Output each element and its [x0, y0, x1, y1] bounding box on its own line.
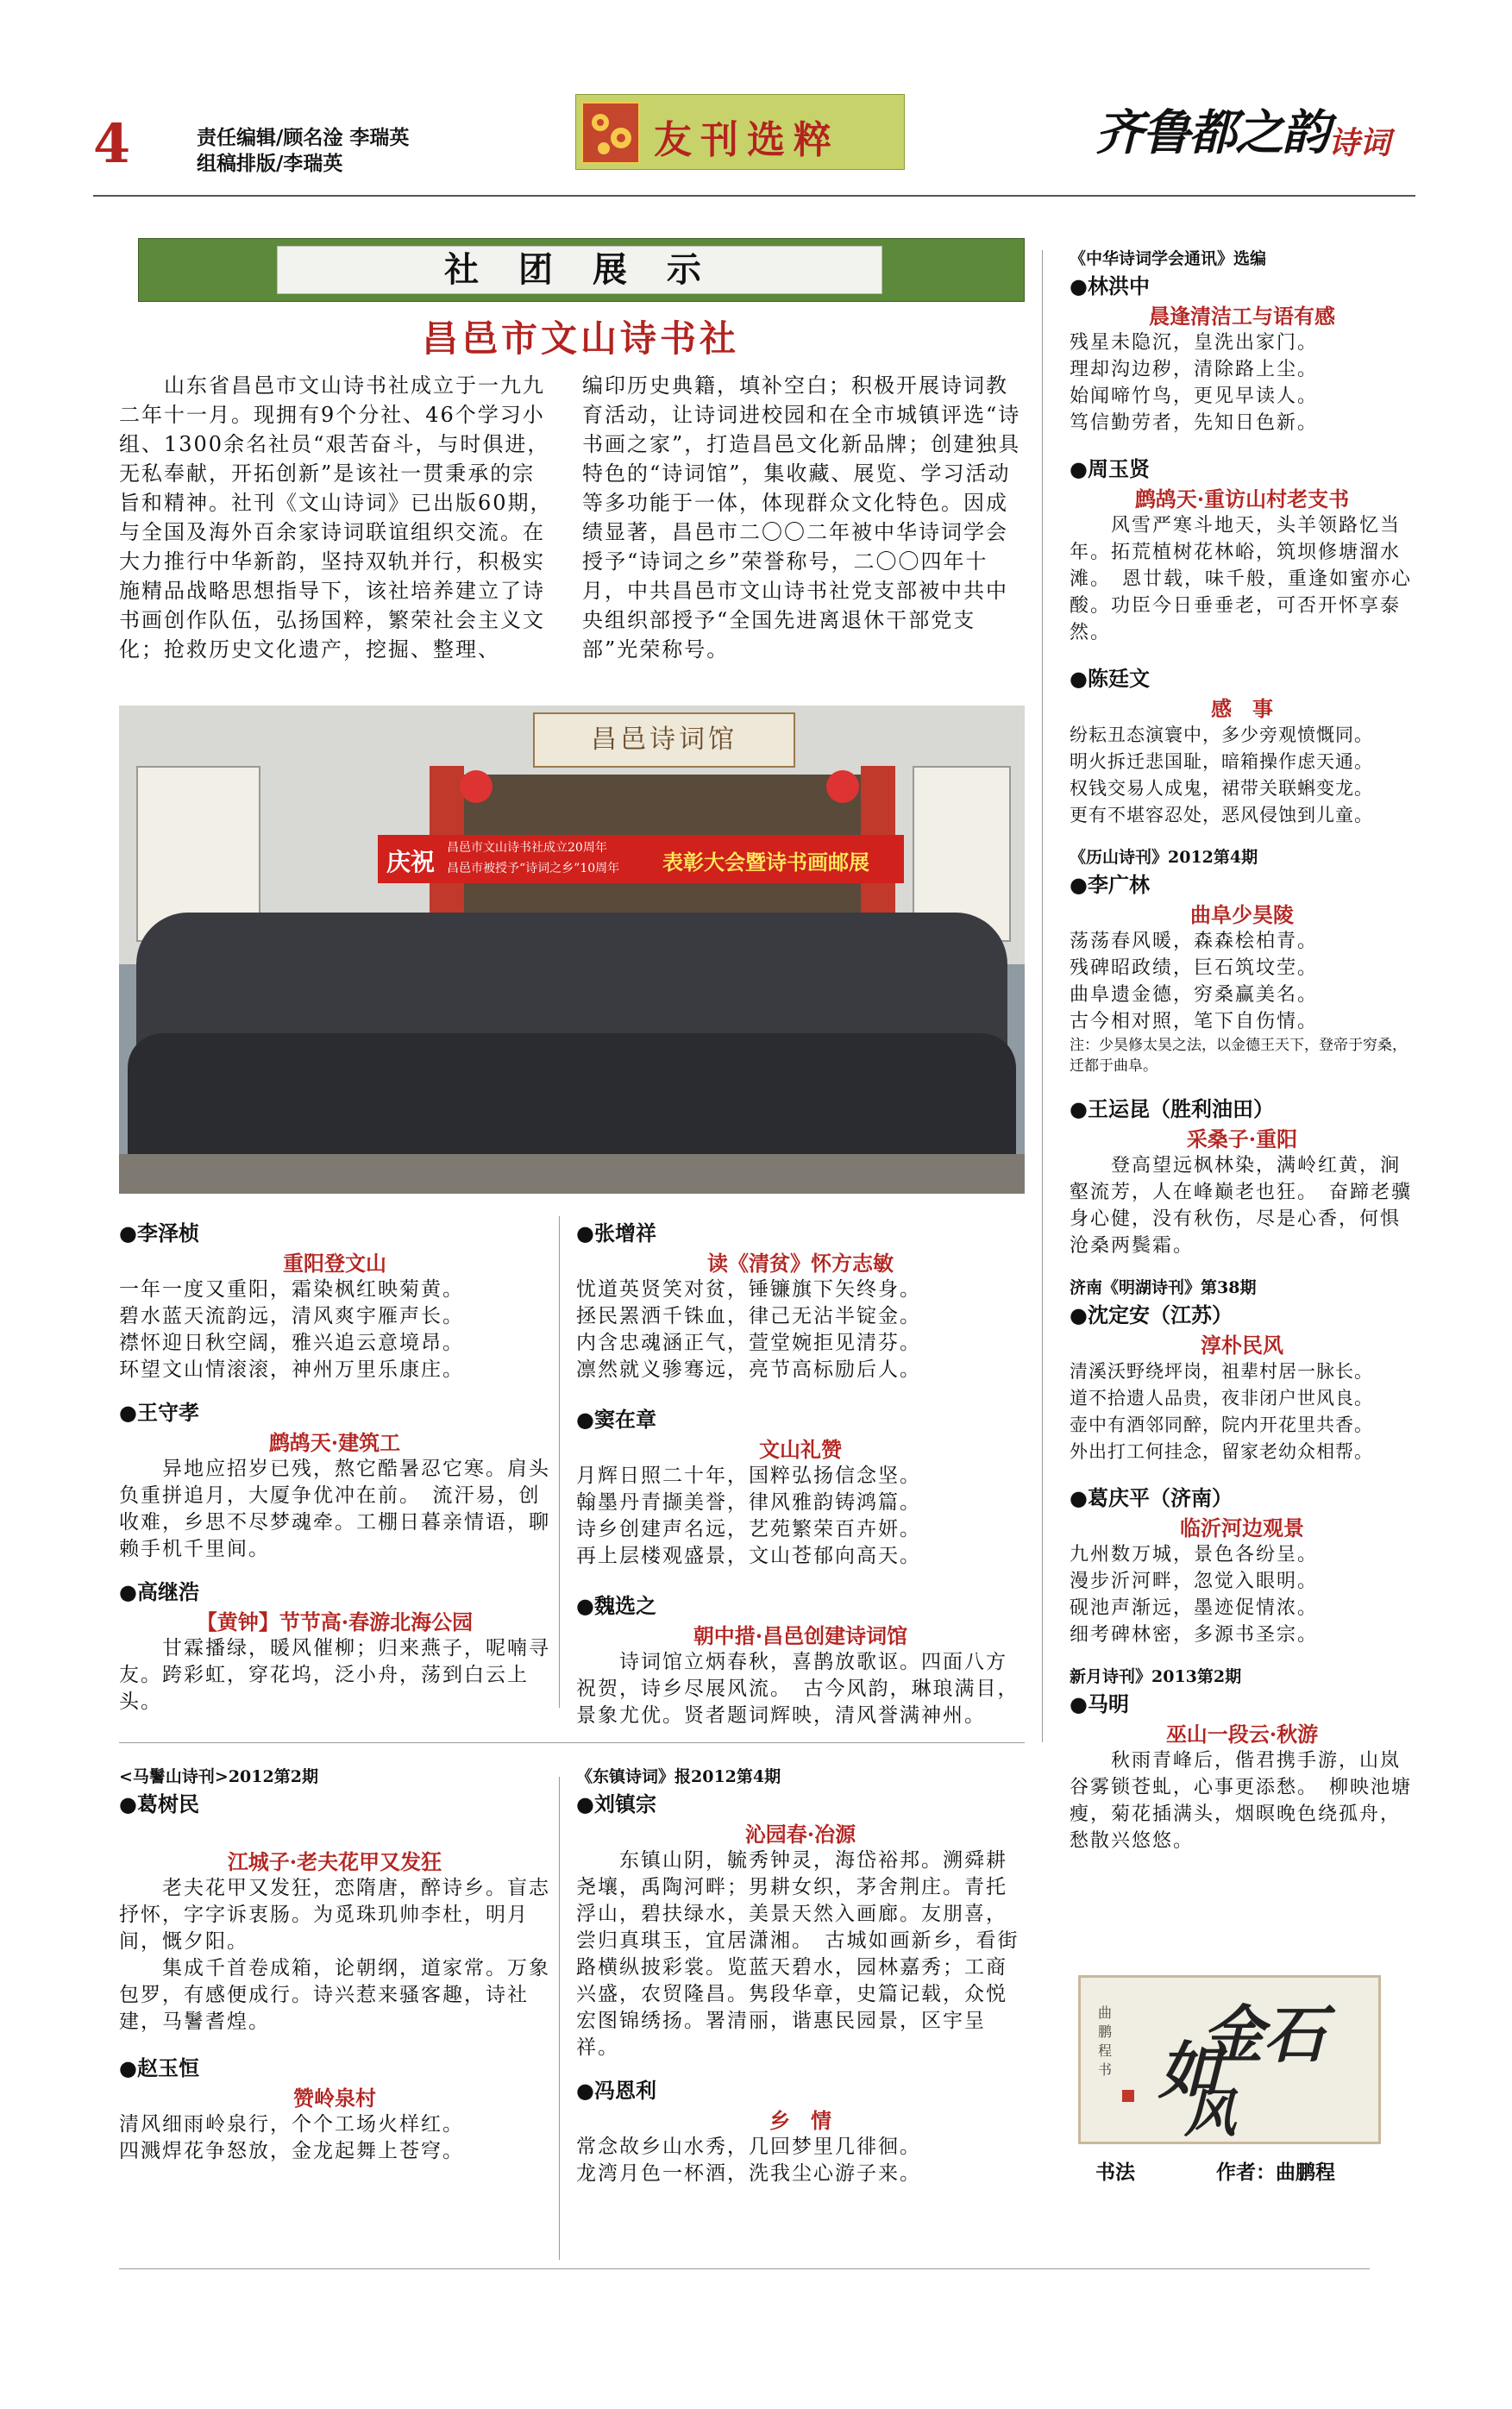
masthead-suffix: 诗词 [1328, 125, 1391, 161]
section-label: 友刊选粹 [654, 118, 840, 162]
photo-banner: 庆祝 昌邑市文山诗书社成立20周年 昌邑市被授予“诗词之乡”10周年 表彰大会暨诗书画邮展 [378, 835, 904, 883]
poem-author: ●高继浩 [119, 1579, 199, 1604]
poem-title: 赞岭泉村 [293, 2086, 376, 2111]
header-rule [93, 195, 1415, 197]
poem-text: 东镇山阴，毓秀钟灵，海岱裕邦。溯舜耕尧壤，禹陶河畔；男耕女织，茅舍荆庄。青托浮山，碧扶绿水，美景天然入画廊。友朋喜，尝归真琪玉，宜居潇湘。 古城如画新乡，看街路横纵披彩裳。览蓝天碧水，园林嘉秀；工商兴盛，农贸隆昌。隽段华章，史篇记载，众悦宏图锦绣扬。署清丽，谐惠民园景，区宇呈祥。 [576, 1849, 1020, 2059]
source-label: 《东镇诗词》报2012第4期 [576, 1767, 781, 1786]
poem-author: ●陈廷文 [1070, 666, 1150, 691]
poem-block [1070, 1687, 1415, 1854]
lantern-right-icon [826, 770, 859, 803]
poem-author: ●葛庆平（济南） [1070, 1485, 1233, 1510]
editor-line: 责任编辑/顾名淦 李瑞英 [197, 126, 410, 149]
photo-sign: 昌邑诗词馆 [533, 712, 795, 768]
poem-author: ●魏选之 [576, 1593, 656, 1618]
poem-title: 临沂河边观景 [1180, 1515, 1304, 1540]
poem-block [1070, 1092, 1415, 1259]
poem-title: 淳朴民风 [1201, 1333, 1283, 1358]
poem-author: ●李广林 [1070, 872, 1150, 897]
photo-people-front [128, 1033, 1016, 1163]
poem-author: ●窦在章 [576, 1407, 656, 1432]
poem-title: 感 事 [1211, 696, 1273, 721]
poem-block [576, 1402, 1025, 1570]
poem-text: 甘霖播绿，暖风催柳；归来燕子，呢喃寻友。跨彩虹，穿花坞，泛小舟，荡到白云上头。 [119, 1637, 550, 1713]
poem-text: 诗词馆立炳春秋，喜鹊放歌讴。四面八方祝贺，诗乡尽展风流。 古今风韵，琳琅满目，景象尤优。贤者题词辉映，清风誉满神州。 [576, 1651, 1020, 1727]
calligraphy-artwork: 金石 如 风 曲鹏程书 [1078, 1975, 1381, 2144]
poem-prefix: 【黄钟】 [196, 1609, 279, 1634]
page-number: 4 [93, 112, 131, 175]
poem-author: ●沈定安（江苏） [1070, 1302, 1233, 1327]
poem-block [119, 1575, 550, 1716]
poem-text: 异地应招岁已残，熬它酷暑忍它寒。肩头负重拼追月，大厦争优冲在前。 流汗易，创收难，乡思不尽梦魂牵。工棚日暮亲情语，聊赖手机千里间。 [119, 1458, 550, 1560]
poem-text: 登高望远枫林染，满岭红黄，涧壑流芳，人在峰巅老也狂。 奋蹄老骥身心健，没有秋伤，尽是心香，何惧沧桑两鬓霜。 [1070, 1155, 1413, 1257]
poem-title: 晨逢清洁工与语有感 [1149, 304, 1335, 329]
poem-title: 曲阜少昊陵 [1190, 902, 1294, 927]
poem-title: 朝中措·昌邑创建诗词馆 [693, 1623, 908, 1648]
feature-title: 昌邑市文山诗书社 [421, 317, 739, 360]
poem-text: 清风细雨岭泉行，个个工场火样红。 四溅焊花争怒放，金龙起舞上苍穹。 [119, 2113, 464, 2162]
poem-text: 老夫花甲又发狂，恋隋唐，醉诗乡。盲志抒怀，字字诉衷肠。为觅珠玑帅李杜，明月间，慨夕阳。 集成千首卷成箱，论朝纲，道家常。万象包罗，有感便成行。诗兴惹来骚客趣，诗社建，马鬐耆煌。 [119, 1877, 550, 2033]
poem-author: ●王守孝 [119, 1400, 199, 1425]
poem-block [119, 1787, 550, 2036]
poem-title: 重阳登文山 [283, 1251, 386, 1276]
poem-block [1070, 868, 1415, 1076]
source-label: 《中华诗词学会通讯》选编 [1070, 249, 1267, 268]
source-label: 济南《明湖诗刊》第38期 [1070, 1278, 1257, 1297]
group-photo [119, 706, 1025, 1194]
poem-block [1070, 452, 1415, 646]
poem-author: ●葛树民 [119, 1791, 199, 1816]
poem-text: 忧道英贤笑对贫，锤镰旗下矢终身。 拯民罴洒千铢血，律己无沾半锭金。 内含忠魂涵正气，萱堂婉拒见清芬。 凛然就义骖骞远，亮节高标励后人。 [576, 1278, 921, 1381]
poem-text: 月辉日照二十年，国粹弘扬信念坚。 翰墨丹青撷美誉，律风雅韵铸鸿篇。 诗乡创建声名远，艺苑繁荣百卉妍。 再上层楼观盛景，文山苍郁向高天。 [576, 1465, 921, 1567]
poem-author: ●刘镇宗 [576, 1791, 656, 1816]
right-column [1070, 246, 1415, 1863]
flower-icon [581, 102, 640, 164]
poem-author: ●林洪中 [1070, 273, 1150, 298]
source-label: 《历山诗刊》2012第4期 [1070, 848, 1258, 867]
mid-poem-column [576, 1216, 1025, 1729]
poem-title: 鹧鸪天·重访山村老支书 [1134, 486, 1350, 511]
poem-block [119, 1216, 550, 1383]
bottom-divider [559, 1777, 560, 2260]
poems-divider [559, 1216, 560, 1708]
feature-col1: 山东省昌邑市文山诗书社成立于一九九二年十一月。现拥有9个分社、46个学习小组、1300余名社员“艰苦奋斗，与时俱进，无私奉献，开拓创新”是该社一贯秉承的宗旨和精神。社刊《文山诗词》已出版60期，与全国及海外百余家诗词联谊组织交流。在大力推行中华新韵，坚持双轨并行，积极实施精品战略思想指导下，该社培养建立了诗书画创作队伍，弘扬国粹，繁荣社会主义文化；抢救历史文化遗产，挖掘、整理、 [119, 373, 553, 662]
feature-col2: 编印历史典籍，填补空白；积极开展诗词教育活动，让诗词进校园和在全市城镇评选“诗书画之家”，打造昌邑文化新品牌；创建独具特色的“诗词馆”，集收藏、展览、学习活动等多功能于一体，体现群众文化特色。因成绩显著，昌邑市二〇〇二年被中华诗词学会授予“诗词之乡”荣誉称号，二〇〇四年十月，中共昌邑市文山诗书社党支部被中共中央组织部授予“全国先进离退休干部党支部”光荣称号。 [582, 373, 1021, 662]
poem-block [1070, 1481, 1415, 1648]
lantern-left-icon [460, 770, 492, 803]
footer-rule [119, 2268, 1370, 2269]
poem-block [1070, 662, 1415, 829]
poem-note: 注：少昊修太昊之法，以金德王天下，登帝于穷桑，迁都于曲阜。 [1070, 1037, 1407, 1075]
poem-title: 读《清贫》怀方志敏 [707, 1251, 894, 1276]
poem-title: 文山礼赞 [759, 1437, 842, 1462]
feature-banner [138, 238, 1025, 302]
poem-text: 荡荡春风暖，森森桧柏青。 残碑昭政绩，巨石筑坟茔。 曲阜遗金德，穷桑赢美名。 古今相对照，笔下自伤情。 [1070, 931, 1319, 1032]
poem-title: 采桑子·重阳 [1186, 1126, 1298, 1151]
left-poem-column [119, 1216, 550, 1716]
poem-author: ●马明 [1070, 1691, 1129, 1716]
poem-author: ●周玉贤 [1070, 456, 1150, 481]
bottom-left-column [119, 1764, 550, 2165]
photo-ground [119, 1154, 1025, 1194]
poem-title: 沁园春·冶源 [744, 1822, 856, 1847]
poem-text: 秋雨青峰后，偕君携手游，山岚谷雾锁苍虬，心事更添愁。 柳映池塘瘦，菊花插满头，烟暝晚色绕孤舟，愁散兴悠悠。 [1070, 1750, 1413, 1852]
poem-title: 鹧鸪天·建筑工 [268, 1430, 401, 1455]
poem-block [119, 1396, 550, 1563]
calligraphy-label: 书法 [1095, 2161, 1135, 2184]
bottom-mid-column [576, 1764, 1025, 2187]
poem-author: ●张增祥 [576, 1220, 656, 1245]
poem-text: 一年一度又重阳，霜染枫红映菊黄。 碧水蓝天流韵远，清风爽宇雁声长。 襟怀迎日秋空阔，雅兴追云意境昂。 环望文山情滚滚，神州万里乐康庄。 [119, 1278, 464, 1381]
poem-text: 风雪严寒斗地天，头羊领路忆当年。拓荒植树花林峪，筑坝修塘溜水滩。 恩廿载，味千般，重逢如蜜亦心酸。功臣今日垂垂老，可否开怀享泰然。 [1070, 515, 1413, 643]
poem-text: 常念故乡山水秀，几回梦里几徘徊。 龙湾月色一杯酒，洗我尘心游子来。 [576, 2136, 921, 2185]
poem-block [1070, 1298, 1415, 1465]
source-label: 新月诗刊》2013第2期 [1070, 1667, 1242, 1686]
seal-signature: 曲鹏程书 [1098, 2004, 1113, 2078]
feature-banner-inner [277, 246, 882, 294]
calligraphy-author: 作者：曲鹏程 [1216, 2161, 1335, 2184]
poem-block [119, 2051, 550, 2165]
poem-text: 纷耘丑态演寰中，多少旁观愤慨同。 明火拆迁悲国耻，暗箱操作虑天通。 权钱交易人成鬼，裙带关联蝌变龙。 更有不堪容忍处，恶风侵蚀到儿童。 [1070, 725, 1373, 825]
poem-author: ●冯恩利 [576, 2078, 656, 2103]
poem-title: 江城子·老夫花甲又发狂 [227, 1849, 442, 1874]
poem-block [576, 2073, 1025, 2187]
poem-block [576, 1216, 1025, 1383]
mid-rule [119, 1742, 1025, 1743]
seal-stamp-icon [1122, 2090, 1134, 2102]
poem-block [576, 1589, 1025, 1729]
poem-title: 乡 情 [769, 2108, 831, 2133]
poem-author: ●王运昆（胜利油田） [1070, 1096, 1274, 1121]
feature-divider [1042, 250, 1043, 1742]
layout-line: 组稿排版/李瑞英 [197, 152, 343, 175]
poem-text: 清溪沃野绕坪岗，祖辈村居一脉长。 道不拾遗人品贵，夜非闭户世风良。 壶中有酒邻同醉，院内开花里共香。 外出打工何挂念，留家老幼众相帮。 [1070, 1361, 1373, 1462]
poem-block [576, 1787, 1025, 2061]
poem-title: 巫山一段云·秋游 [1165, 1722, 1319, 1747]
poem-title: 【黄钟】节节高·春游北海公园 [196, 1609, 474, 1634]
section-label-box [575, 94, 905, 170]
feature-banner-text: 社 团 展 示 [444, 249, 715, 290]
poem-block [1070, 269, 1415, 436]
poem-author: ●赵玉恒 [119, 2055, 199, 2080]
masthead-calligraphy: 齐鲁都之韵 [1095, 104, 1328, 161]
poem-text: 九州数万城，景色各纷呈。 漫步沂河畔，忽觉入眼明。 砚池声渐远，墨迹促情浓。 细考碑林密，多源书圣宗。 [1070, 1544, 1319, 1646]
poem-text: 残星未隐沉，皇洗出家门。 理却沟边秽，清除路上尘。 始闻啼竹鸟，更见早读人。 笃信勤劳者，先知日色新。 [1070, 332, 1319, 434]
poem-author: ●李泽桢 [119, 1220, 199, 1245]
source-label: <马鬐山诗刊>2012第2期 [119, 1767, 318, 1786]
